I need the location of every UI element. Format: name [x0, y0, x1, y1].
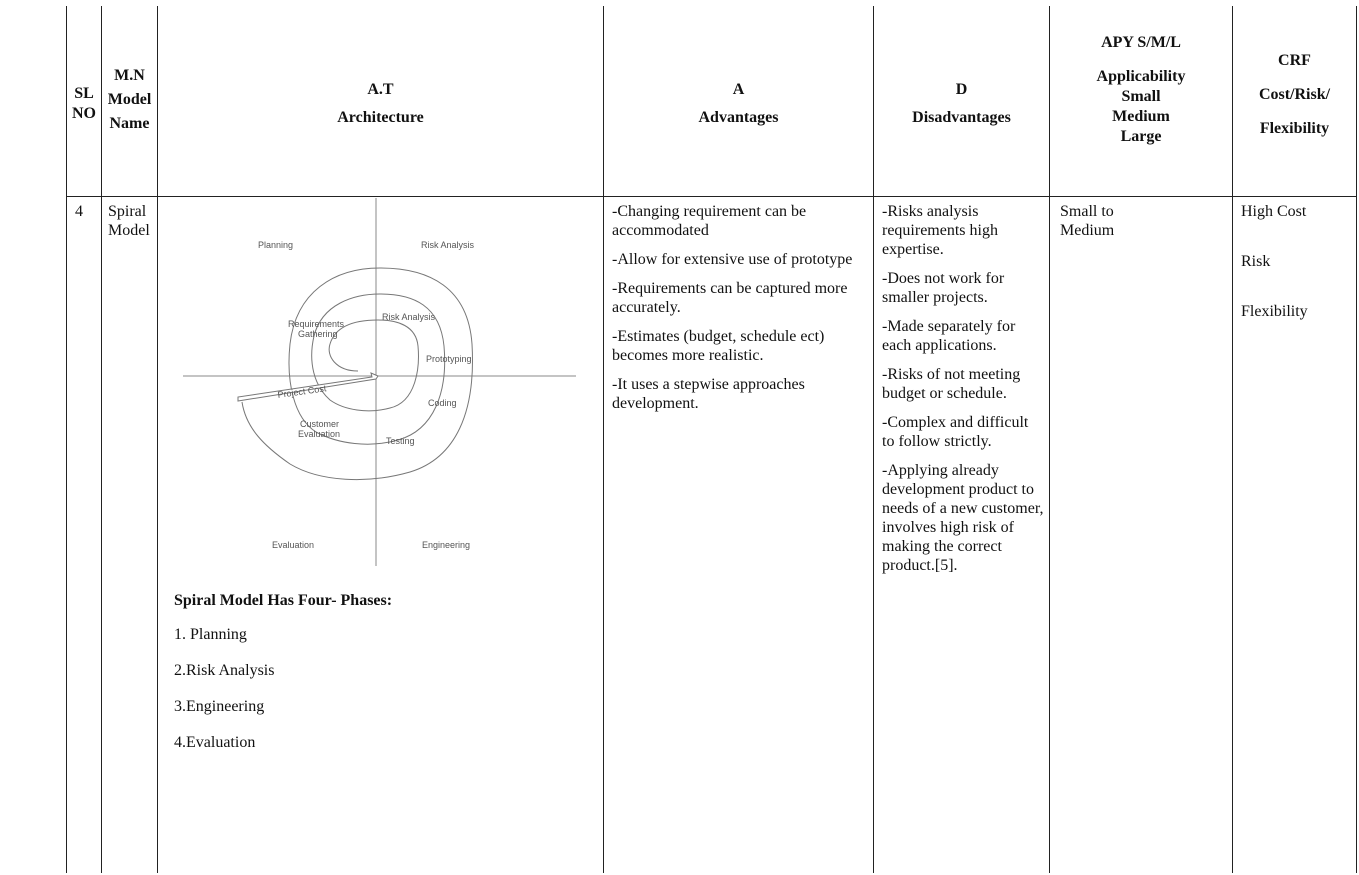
grid-line — [603, 6, 604, 873]
advantages-cell — [604, 202, 866, 423]
header-model-name — [102, 64, 157, 136]
header-apy-line4: Medium — [1112, 108, 1170, 125]
label-prototyping: Prototyping — [426, 354, 472, 364]
header-at-line1: A.T — [367, 81, 394, 98]
phases-block — [174, 592, 594, 770]
header-at-line2: Architecture — [337, 109, 424, 126]
header-apy-line3: Small — [1121, 88, 1161, 105]
disadvantages-cell — [874, 202, 1044, 585]
header-disadvantages — [874, 76, 1049, 132]
header-mn-line3: Name — [109, 115, 150, 132]
header-advantages — [604, 76, 873, 132]
quadrant-risk-analysis: Risk Analysis — [421, 240, 475, 250]
header-crf-line2: Cost/Risk/ — [1258, 86, 1331, 103]
spiral-path — [242, 268, 472, 480]
phase-item: 2.Risk Analysis — [174, 662, 275, 679]
quadrant-evaluation: Evaluation — [272, 540, 315, 550]
header-crf — [1233, 44, 1356, 146]
disadvantage-item: -Risks analysis requirements high expertise. — [882, 203, 998, 258]
label-testing: Testing — [386, 436, 415, 446]
architecture-cell — [158, 196, 603, 751]
header-apy-line5: Large — [1120, 128, 1162, 145]
label-requirements: Requirements — [288, 319, 345, 329]
header-sl — [67, 84, 101, 124]
header-sl-line1: SL — [74, 85, 94, 102]
disadvantage-item: -Applying already development product to needs of a new customer, involves high risk of making the correct product.[5]. — [882, 462, 1044, 574]
phase-item: 1. Planning — [174, 626, 247, 643]
label-coding: Coding — [428, 398, 457, 408]
grid-line — [101, 6, 102, 873]
model-name-cell: Spiral Model — [108, 203, 150, 239]
advantage-item: -Changing requirement can be accommodated — [612, 203, 807, 239]
advantage-item: -Allow for extensive use of prototype — [612, 251, 853, 268]
header-a-line1: A — [732, 81, 745, 98]
disadvantage-item: -Risks of not meeting budget or schedule. — [882, 366, 1021, 402]
header-apy-line1: APY S/M/L — [1101, 34, 1181, 51]
advantage-item: -Requirements can be captured more accurately. — [612, 280, 848, 316]
quadrant-engineering: Engineering — [422, 540, 471, 550]
crf-risk: Risk — [1241, 253, 1271, 270]
applicability-cell: Small to Medium — [1060, 203, 1115, 239]
label-inner-risk-analysis: Risk Analysis — [382, 312, 436, 322]
disadvantage-item: -Complex and difficult to follow strictly. — [882, 414, 1029, 450]
phase-item: 4.Evaluation — [174, 734, 256, 751]
spiral-model-diagram — [158, 196, 603, 576]
phases-title: Spiral Model Has Four- Phases: — [174, 592, 393, 609]
header-crf-line3: Flexibility — [1259, 120, 1330, 137]
header-mn-line2: Model — [107, 91, 152, 108]
label-customer-evaluation: Evaluation — [298, 429, 341, 439]
phase-item: 3.Engineering — [174, 698, 265, 715]
crf-cell — [1233, 202, 1356, 321]
sl-no-cell: 4 — [75, 203, 83, 220]
advantage-item: -It uses a stepwise approaches development. — [612, 376, 805, 412]
label-gathering: Gathering — [298, 329, 338, 339]
label-project-cost: Project Cost — [276, 383, 327, 400]
header-apy-line2: Applicability — [1096, 68, 1186, 85]
header-mn-line1: M.N — [114, 67, 145, 84]
header-applicability — [1050, 33, 1232, 147]
disadvantage-item: -Made separately for each applications. — [882, 318, 1016, 354]
comparison-table — [66, 6, 1357, 873]
grid-line — [66, 6, 67, 873]
grid-line — [1356, 6, 1357, 873]
crf-flexibility: Flexibility — [1241, 303, 1308, 320]
header-d-line1: D — [955, 81, 968, 98]
header-crf-line1: CRF — [1278, 52, 1311, 69]
advantage-item: -Estimates (budget, schedule ect) becomes more realistic. — [612, 328, 825, 364]
header-architecture — [158, 76, 603, 132]
label-customer: Customer — [300, 419, 340, 429]
header-a-line2: Advantages — [698, 109, 779, 126]
header-sl-line2: NO — [72, 105, 96, 122]
quadrant-planning: Planning — [258, 240, 294, 250]
disadvantage-item: -Does not work for smaller projects. — [882, 270, 1005, 306]
crf-cost: High Cost — [1241, 203, 1307, 220]
header-d-line2: Disadvantages — [912, 109, 1011, 126]
